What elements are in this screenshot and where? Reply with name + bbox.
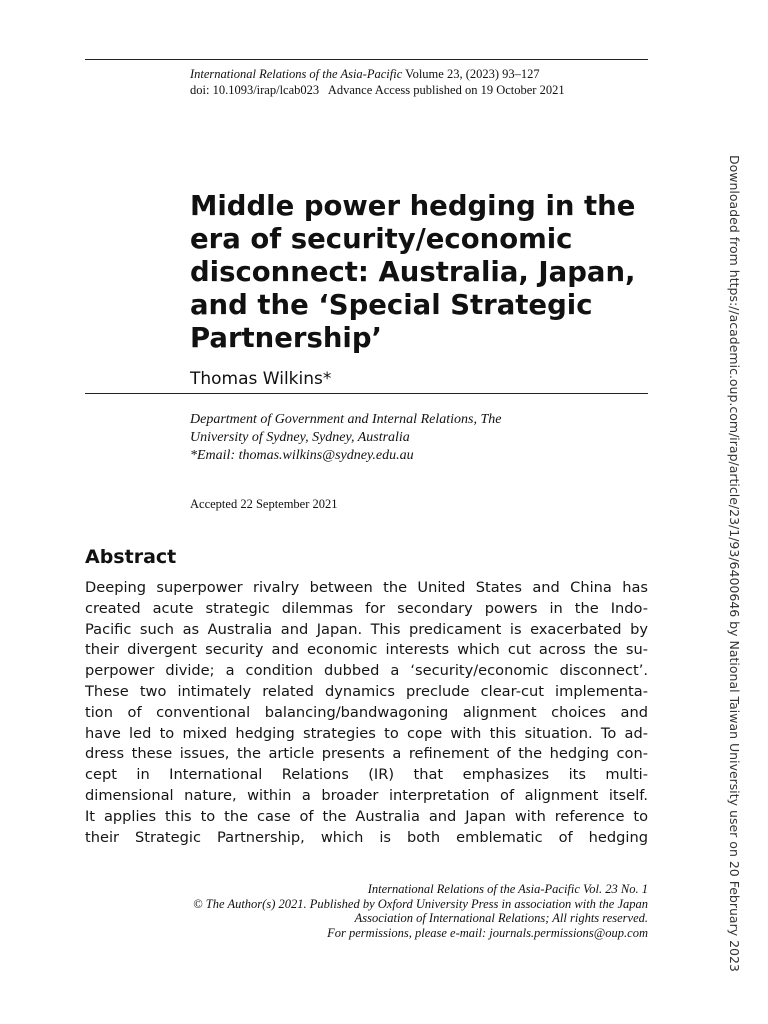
doi[interactable]: doi: 10.1093/irap/lcab023	[190, 83, 320, 97]
footer-line: © The Author(s) 2021. Published by Oxford University Press in association with the Japan	[193, 896, 648, 911]
header-rule	[85, 59, 648, 60]
abstract-line: have led to mixed hedging strategies to cope with this situation. To ad-	[85, 724, 648, 742]
abstract-line: their Strategic Partnership, which is both emblematic of hedging	[85, 828, 648, 846]
abstract-line: Deeping superpower rivalry between the United States and China has	[85, 579, 648, 596]
download-watermark: Downloaded from https://academic.oup.com/irap/article/23/1/93/6400646 by National Taiwan University user on 20 February 2023	[727, 155, 742, 972]
abstract-line: It applies this to the case of the Australia and Japan with reference to	[85, 807, 648, 825]
doi-line	[190, 82, 565, 98]
footer-line: International Relations of the Asia-Pacific Vol. 23 No. 1	[367, 882, 648, 896]
author-rule	[85, 393, 648, 394]
journal-citation-line	[190, 66, 565, 82]
title-line: era of security/economic	[190, 223, 573, 255]
abstract-body	[85, 578, 648, 848]
abstract-line: tion of conventional balancing/bandwagoning alignment choices and	[85, 703, 648, 721]
title-line: Partnership’	[190, 322, 382, 354]
journal-volume: Volume 23, (2023) 93–127	[405, 67, 540, 81]
advance-access: Advance Access published on 19 October 2021	[327, 83, 565, 97]
affiliation	[190, 411, 501, 465]
footer-permissions: For permissions, please e-mail: journals.permissions@oup.com	[327, 925, 648, 940]
author-name: Thomas Wilkins*	[190, 369, 332, 389]
accepted-date: Accepted 22 September 2021	[190, 497, 338, 511]
abstract-line: dress these issues, the article presents a refinement of the hedging con-	[85, 745, 648, 763]
title-line: Middle power hedging in the	[190, 190, 636, 222]
journal-header	[190, 66, 565, 98]
abstract-line: their divergent security and economic interests which cut across the su-	[85, 641, 648, 659]
author-email[interactable]: *Email: thomas.wilkins@sydney.edu.au	[190, 448, 414, 463]
abstract-line: Pacific such as Australia and Japan. This predicament is exacerbated by	[85, 620, 648, 638]
abstract-line: created acute strategic dilemmas for secondary powers in the Indo-	[85, 599, 648, 617]
abstract-line: perpower divide; a condition dubbed a ‘security/economic disconnect’.	[85, 662, 648, 680]
affiliation-line: University of Sydney, Sydney, Australia	[190, 430, 410, 445]
footer-line: Association of International Relations; All rights reserved.	[354, 911, 648, 925]
affiliation-line: Department of Government and Internal Relations, The	[190, 412, 502, 427]
abstract-line: dimensional nature, within a broader interpretation of alignment itself.	[85, 786, 648, 804]
abstract-line: These two intimately related dynamics preclude clear-cut implementa-	[85, 682, 648, 700]
journal-name: International Relations of the Asia-Pacific	[190, 67, 403, 81]
abstract-line: cept in International Relations (IR) that emphasizes its multi-	[85, 766, 648, 784]
abstract-heading: Abstract	[85, 546, 177, 568]
copyright-footer	[193, 882, 648, 940]
title-line: and the ‘Special Strategic	[190, 289, 593, 321]
title-line: disconnect: Australia, Japan,	[190, 256, 636, 288]
article-title	[190, 190, 650, 355]
